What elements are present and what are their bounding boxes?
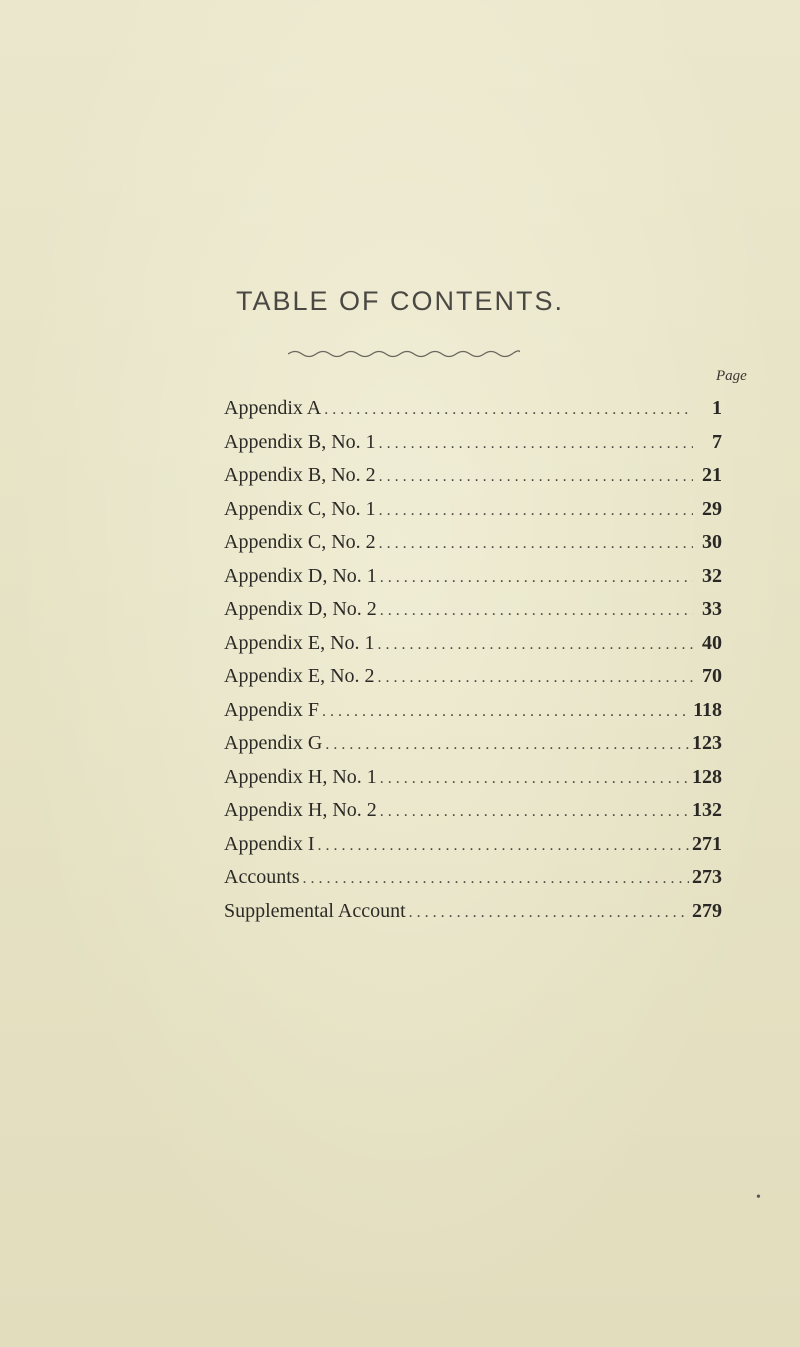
- dot-leader: [409, 896, 689, 930]
- toc-entry-label: Appendix B, No. 1: [224, 430, 376, 453]
- toc-entry-label: Appendix E, No. 2: [224, 665, 375, 687]
- toc-entry-page: 279: [692, 899, 722, 922]
- dot-leader: [322, 695, 690, 729]
- toc-entry[interactable]: [224, 660, 722, 694]
- toc-entry-label: Appendix G: [224, 732, 323, 754]
- dot-leader: [379, 494, 693, 528]
- dot-leader: [324, 393, 693, 427]
- toc-entry-page: 40: [702, 631, 722, 654]
- toc-entry-page: 123: [692, 732, 722, 754]
- toc-entry[interactable]: [224, 727, 722, 761]
- toc-entry[interactable]: [224, 794, 722, 828]
- dot-leader: [378, 628, 693, 662]
- toc-entry-label: Appendix D, No. 1: [224, 564, 377, 587]
- table-of-contents: [224, 392, 722, 928]
- dot-leader: [318, 829, 689, 863]
- toc-entry-page: 128: [692, 765, 722, 788]
- toc-entry-label: Supplemental Account: [224, 899, 406, 922]
- toc-entry[interactable]: [224, 426, 722, 460]
- toc-entry-page: 7: [712, 430, 722, 453]
- toc-entry[interactable]: [224, 694, 722, 728]
- toc-entry[interactable]: [224, 526, 722, 560]
- dot-leader: [380, 762, 689, 796]
- toc-entry-label: Appendix D, No. 2: [224, 598, 377, 620]
- dot-leader: [303, 862, 689, 896]
- toc-entry-label: Accounts: [224, 866, 300, 888]
- dot-leader: [380, 795, 689, 829]
- toc-entry-page: 70: [702, 665, 722, 687]
- toc-entry-page: 29: [702, 497, 722, 520]
- decorative-wavy-rule: [288, 347, 520, 359]
- printer-mark: •: [756, 1190, 761, 1205]
- dot-leader: [379, 460, 693, 494]
- toc-entry-label: Appendix C, No. 2: [224, 531, 376, 553]
- toc-entry-page: 1: [712, 397, 722, 419]
- toc-entry[interactable]: [224, 459, 722, 493]
- toc-entry-label: Appendix C, No. 1: [224, 497, 376, 520]
- toc-entry-page: 118: [693, 698, 722, 721]
- toc-entry-page: 30: [702, 531, 722, 553]
- toc-entry[interactable]: [224, 392, 722, 426]
- page-column-header: Page: [716, 368, 747, 384]
- toc-entry-label: Appendix F: [224, 698, 319, 721]
- dot-leader: [325, 728, 689, 762]
- toc-entry[interactable]: [224, 861, 722, 895]
- toc-entry-label: Appendix I: [224, 832, 315, 855]
- toc-entry-page: 32: [702, 564, 722, 587]
- toc-entry-label: Appendix B, No. 2: [224, 464, 376, 486]
- page-title: TABLE OF CONTENTS.: [235, 286, 565, 316]
- dot-leader: [380, 594, 693, 628]
- toc-entry-label: Appendix E, No. 1: [224, 631, 375, 654]
- toc-entry-page: 271: [692, 832, 722, 855]
- toc-entry[interactable]: [224, 493, 722, 527]
- toc-entry-label: Appendix H, No. 2: [224, 799, 377, 821]
- dot-leader: [379, 527, 693, 561]
- toc-entry-page: 21: [702, 464, 722, 486]
- toc-entry[interactable]: [224, 560, 722, 594]
- toc-entry[interactable]: [224, 828, 722, 862]
- toc-entry-page: 273: [692, 866, 722, 888]
- toc-entry-page: 33: [702, 598, 722, 620]
- toc-entry[interactable]: [224, 895, 722, 929]
- dot-leader: [379, 427, 693, 461]
- toc-entry-label: Appendix A: [224, 397, 322, 419]
- toc-entry-page: 132: [692, 799, 722, 821]
- dot-leader: [380, 561, 693, 595]
- toc-entry[interactable]: [224, 761, 722, 795]
- dot-leader: [378, 661, 693, 695]
- toc-entry[interactable]: [224, 593, 722, 627]
- toc-entry-label: Appendix H, No. 1: [224, 765, 377, 788]
- toc-entry[interactable]: [224, 627, 722, 661]
